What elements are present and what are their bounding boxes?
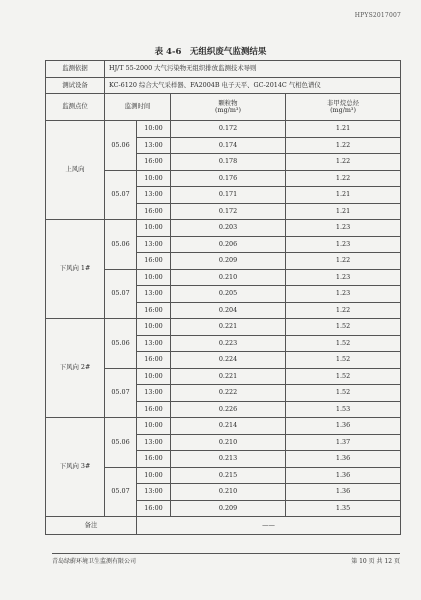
monitoring-time: 16:00	[137, 401, 171, 418]
monitoring-time: 16:00	[137, 253, 171, 270]
monitoring-date: 05.07	[105, 368, 137, 418]
monitoring-time: 16:00	[137, 154, 171, 171]
monitoring-time: 10:00	[137, 121, 171, 138]
monitoring-results-sheet	[45, 60, 400, 535]
monitoring-time: 13:00	[137, 236, 171, 253]
footer-rule	[52, 553, 400, 554]
table-row	[46, 418, 401, 435]
nmhc-value: 1.21	[286, 187, 401, 204]
nmhc-value: 1.52	[286, 335, 401, 352]
table-row	[46, 220, 401, 237]
pm-value: 0.172	[171, 121, 286, 138]
info-value: HJ/T 55-2000 大气污染物无组织排放监测技术导则	[105, 61, 401, 78]
header-pm-unit: (mg/m³)	[215, 106, 241, 114]
nmhc-value: 1.23	[286, 269, 401, 286]
header-pm-label: 颗粒物	[218, 98, 238, 107]
pm-value: 0.178	[171, 154, 286, 171]
nmhc-value: 1.22	[286, 302, 401, 319]
nmhc-value: 1.36	[286, 418, 401, 435]
pm-value: 0.210	[171, 434, 286, 451]
monitoring-date: 05.07	[105, 269, 137, 319]
footer-organization: 青岛绿蔚环境卫生监测有限公司	[52, 558, 137, 565]
monitoring-time: 10:00	[137, 319, 171, 336]
monitoring-time: 13:00	[137, 484, 171, 501]
remark-label: 备注	[46, 517, 137, 535]
pm-value: 0.210	[171, 484, 286, 501]
header-nmhc	[286, 94, 401, 121]
monitoring-date: 05.06	[105, 220, 137, 270]
page-footer	[52, 553, 400, 565]
monitoring-time: 13:00	[137, 335, 171, 352]
pm-value: 0.223	[171, 335, 286, 352]
monitoring-time: 10:00	[137, 269, 171, 286]
pm-value: 0.215	[171, 467, 286, 484]
monitoring-time: 13:00	[137, 286, 171, 303]
nmhc-value: 1.36	[286, 467, 401, 484]
pm-value: 0.172	[171, 203, 286, 220]
header-point: 监测点位	[46, 94, 105, 121]
header-nmhc-label: 非甲烷总烃	[327, 98, 359, 107]
monitoring-date: 05.06	[105, 121, 137, 171]
monitoring-time: 13:00	[137, 434, 171, 451]
pm-value: 0.214	[171, 418, 286, 435]
monitoring-time: 13:00	[137, 137, 171, 154]
header-time: 监测时间	[105, 94, 171, 121]
monitoring-time: 10:00	[137, 170, 171, 187]
table-body	[46, 61, 401, 535]
header-pm	[171, 94, 286, 121]
table-row	[46, 121, 401, 138]
monitoring-date: 05.07	[105, 467, 137, 517]
pm-value: 0.222	[171, 385, 286, 402]
info-label: 监测依据	[46, 61, 105, 78]
monitoring-time: 10:00	[137, 418, 171, 435]
monitoring-date: 05.06	[105, 418, 137, 468]
monitoring-time: 16:00	[137, 203, 171, 220]
monitoring-date: 05.06	[105, 319, 137, 369]
nmhc-value: 1.22	[286, 137, 401, 154]
table-title: 表 4-6 无组织废气监测结果	[154, 47, 267, 57]
pm-value: 0.206	[171, 236, 286, 253]
info-label: 测试设备	[46, 77, 105, 94]
nmhc-value: 1.22	[286, 253, 401, 270]
nmhc-value: 1.52	[286, 368, 401, 385]
pm-value: 0.205	[171, 286, 286, 303]
monitoring-results-table	[45, 60, 401, 535]
pm-value: 0.171	[171, 187, 286, 204]
nmhc-value: 1.52	[286, 385, 401, 402]
nmhc-value: 1.53	[286, 401, 401, 418]
remark-value: ——	[137, 517, 401, 535]
monitoring-point: 上风向	[46, 121, 105, 220]
remark-row	[46, 517, 401, 535]
monitoring-time: 16:00	[137, 500, 171, 517]
pm-value: 0.203	[171, 220, 286, 237]
nmhc-value: 1.37	[286, 434, 401, 451]
nmhc-value: 1.21	[286, 121, 401, 138]
pm-value: 0.209	[171, 253, 286, 270]
monitoring-point: 下风向 3#	[46, 418, 105, 517]
monitoring-time: 10:00	[137, 368, 171, 385]
pm-value: 0.204	[171, 302, 286, 319]
nmhc-value: 1.22	[286, 170, 401, 187]
monitoring-time: 16:00	[137, 302, 171, 319]
header-nmhc-unit: (mg/m³)	[330, 106, 356, 114]
monitoring-time: 16:00	[137, 352, 171, 369]
document-id: HPYS2017007	[354, 12, 401, 19]
monitoring-point: 下风向 1#	[46, 220, 105, 319]
monitoring-time: 10:00	[137, 220, 171, 237]
column-header-row	[46, 94, 401, 121]
nmhc-value: 1.36	[286, 451, 401, 468]
info-row	[46, 61, 401, 78]
monitoring-time: 10:00	[137, 467, 171, 484]
nmhc-value: 1.23	[286, 236, 401, 253]
nmhc-value: 1.35	[286, 500, 401, 517]
pm-value: 0.224	[171, 352, 286, 369]
pm-value: 0.226	[171, 401, 286, 418]
nmhc-value: 1.52	[286, 319, 401, 336]
pm-value: 0.174	[171, 137, 286, 154]
pm-value: 0.176	[171, 170, 286, 187]
monitoring-time: 13:00	[137, 187, 171, 204]
nmhc-value: 1.22	[286, 154, 401, 171]
nmhc-value: 1.36	[286, 484, 401, 501]
nmhc-value: 1.23	[286, 220, 401, 237]
nmhc-value: 1.23	[286, 286, 401, 303]
info-value: KC-6120 综合大气采样器、FA2004B 电子天平、GC-2014C 气相色谱仪	[105, 77, 401, 94]
footer-page-number: 第 10 页 共 12 页	[351, 558, 400, 565]
monitoring-time: 13:00	[137, 385, 171, 402]
pm-value: 0.213	[171, 451, 286, 468]
nmhc-value: 1.52	[286, 352, 401, 369]
info-row	[46, 77, 401, 94]
pm-value: 0.209	[171, 500, 286, 517]
pm-value: 0.221	[171, 368, 286, 385]
nmhc-value: 1.21	[286, 203, 401, 220]
monitoring-point: 下风向 2#	[46, 319, 105, 418]
monitoring-date: 05.07	[105, 170, 137, 220]
monitoring-time: 16:00	[137, 451, 171, 468]
pm-value: 0.210	[171, 269, 286, 286]
pm-value: 0.221	[171, 319, 286, 336]
table-row	[46, 319, 401, 336]
